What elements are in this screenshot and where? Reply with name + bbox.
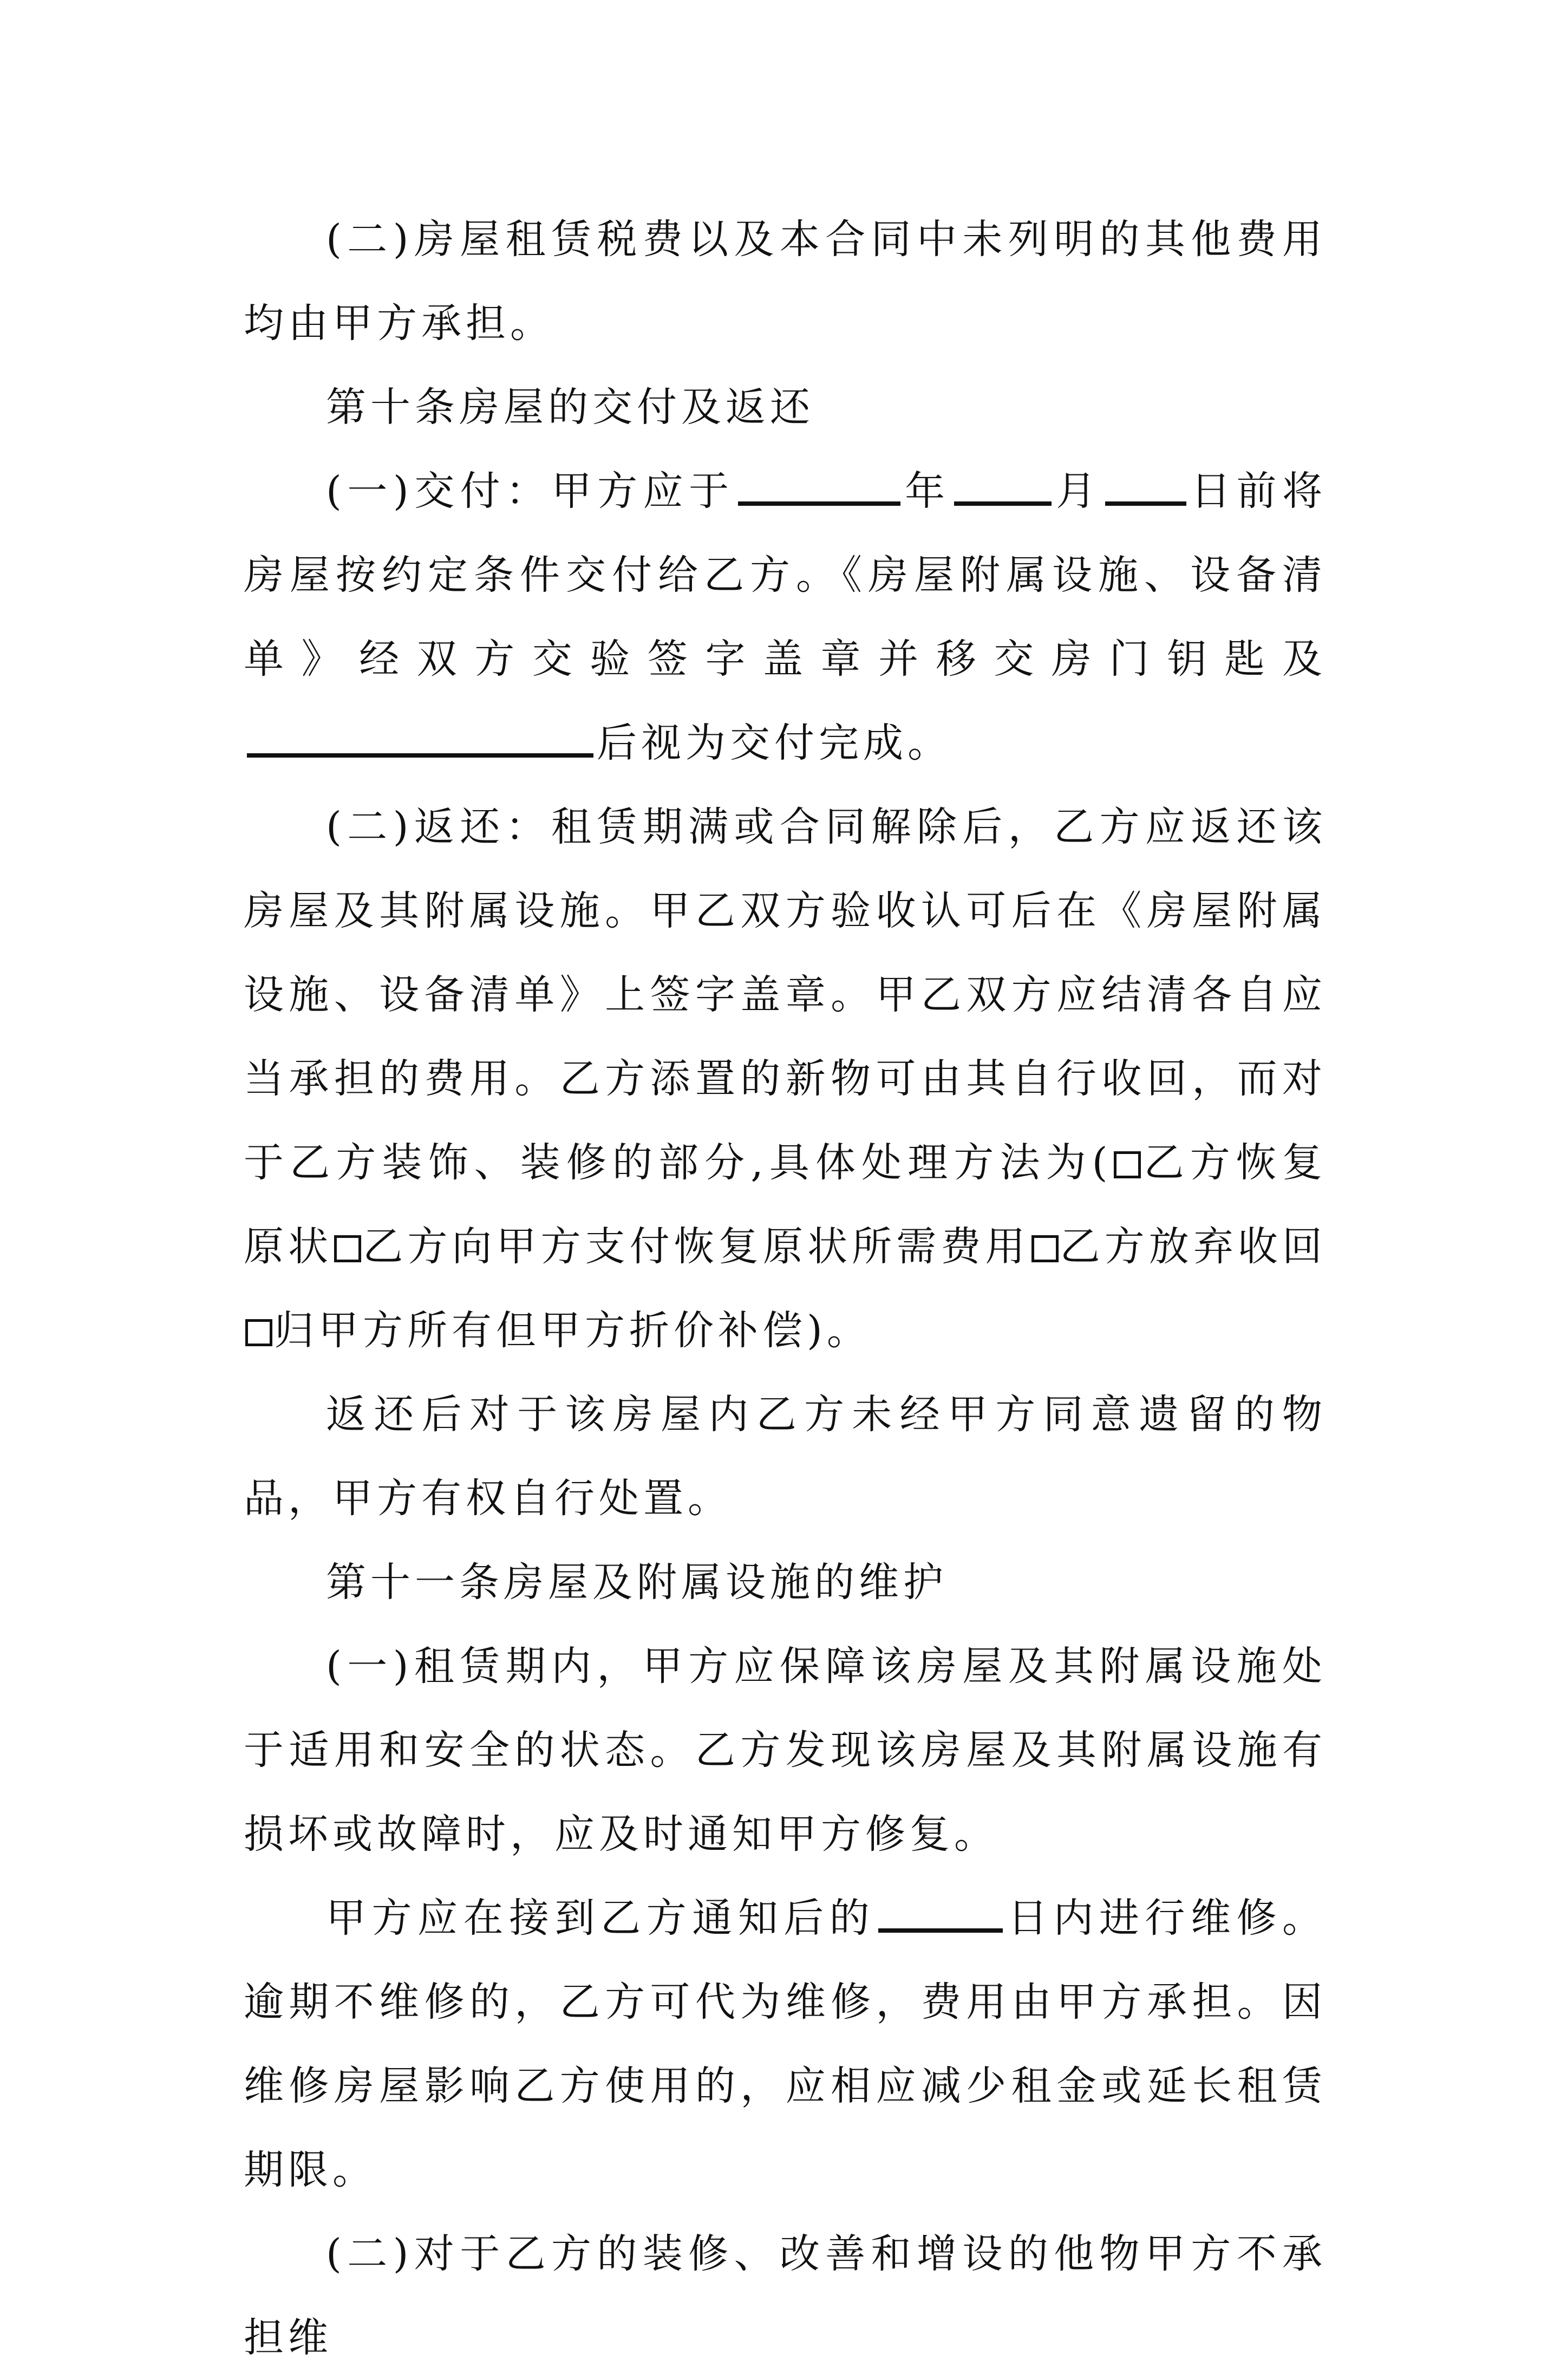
paragraph-text: (二)返还：租赁期满或合同解除后，乙方应返还该房屋及其附属设施。甲乙双方验收认可后在《房屋附属设施、设备清单》上签字盖章。甲乙双方应结清各自应当承担的费用。乙方添置的新物可由其自行收回，而对于乙方装饰、装修的部分,具体处理方法为(	[244, 804, 1327, 1186]
paragraph-return	[244, 785, 1327, 1373]
paragraph-text: (二)房屋租赁税费以及本合同中未列明的其他费用均由甲方承担。	[244, 216, 1327, 347]
paragraph-text: 日内进行维修。逾期不维修的，乙方可代为维修，费用由甲方承担。因维修房屋影响乙方使用的，应相应减少租金或延长租赁期限。	[244, 1895, 1327, 2193]
blank-year	[738, 469, 900, 506]
document-body	[244, 198, 1327, 2380]
paragraph-maintenance-1	[244, 1625, 1327, 1876]
paragraph-maintenance-2	[244, 2212, 1327, 2380]
paragraph-repair-days	[244, 1876, 1327, 2212]
option-label: 归甲方所有但甲方折价补偿	[274, 1307, 807, 1354]
paragraph-text: 返还后对于该房屋内乙方未经甲方同意遗留的物品，甲方有权自行处置。	[244, 1391, 1327, 1522]
heading-text: 第十一条房屋及附属设施的维护	[326, 1559, 948, 1606]
paragraph-text: )。	[807, 1307, 871, 1354]
paragraph-text: (一)交付：甲方应于	[326, 468, 735, 514]
checkbox-option-3	[1031, 1235, 1059, 1262]
option-label: 乙方放弃收回	[1060, 1223, 1327, 1270]
paragraph-text: 日前将房屋按约定条件交付给乙方。《房屋附属设施、设备清单》经双方交验签字盖章并移交房门钥匙及	[244, 468, 1327, 682]
article-11-heading	[244, 1541, 1327, 1625]
paragraph-text: (二)对于乙方的装修、改善和增设的他物甲方不承担维	[244, 2231, 1327, 2361]
paragraph-left-items	[244, 1373, 1327, 1541]
year-label: 年	[903, 468, 951, 514]
paragraph-delivery	[244, 449, 1327, 785]
checkbox-option-4	[245, 1319, 272, 1346]
blank-days	[878, 1896, 1003, 1933]
paragraph-text: 甲方应在接到乙方通知后的	[326, 1895, 876, 1941]
checkbox-option-2	[334, 1235, 361, 1262]
option-label: 乙方向甲方支付恢复原状所需费用	[363, 1223, 1030, 1270]
paragraph-tax-fees	[244, 198, 1327, 366]
article-10-heading	[244, 366, 1327, 449]
option-label: 乙方恢复原状	[244, 1139, 1327, 1270]
heading-text: 第十条房屋的交付及返还	[326, 384, 814, 431]
paragraph-text: (一)租赁期内，甲方应保障该房屋及其附属设施处于适用和安全的状态。乙方发现该房屋及其附属设施有损坏或故障时，应及时通知甲方修复。	[244, 1643, 1327, 1857]
month-label: 月	[1054, 468, 1102, 514]
blank-month	[954, 469, 1052, 506]
checkbox-option-1	[1114, 1151, 1141, 1178]
blank-day	[1105, 469, 1186, 506]
blank-keys-items	[247, 721, 593, 758]
paragraph-text: 后视为交付完成。	[597, 720, 952, 766]
